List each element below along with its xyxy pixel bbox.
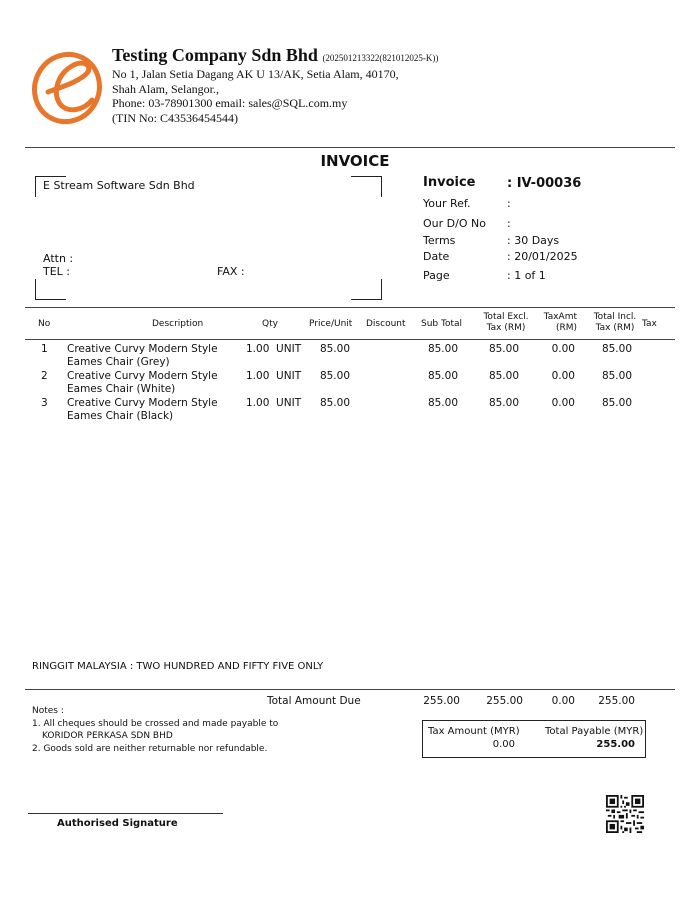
row-taxamt: 0.00 <box>551 397 575 409</box>
company-address-1: No 1, Jalan Setia Dagang AK U 13/AK, Setia Alam, 40170, <box>112 67 399 81</box>
table-header-bottom-rule <box>25 339 675 340</box>
col-price: Price/Unit <box>309 319 353 329</box>
tax-amount-value: 0.00 <box>492 739 515 750</box>
row-total-excl: 85.00 <box>488 343 519 355</box>
your-ref-value: : <box>507 197 511 210</box>
total-amount-due-label: Total Amount Due <box>267 695 361 707</box>
terms-label: Terms <box>423 234 456 247</box>
authorised-signature-label: Authorised Signature <box>57 818 178 829</box>
row-subtotal: 85.00 <box>427 397 458 409</box>
col-description: Description <box>152 319 204 329</box>
do-no-value: : <box>507 217 511 230</box>
page-label: Page <box>423 269 450 282</box>
col-total-excl-line1: Total Excl. <box>483 312 529 322</box>
address-box-corner-bl <box>35 279 66 300</box>
row-description-line1: Creative Curvy Modern Style <box>67 343 218 355</box>
header-divider <box>25 147 675 148</box>
row-description-line2: Eames Chair (Grey) <box>67 356 170 368</box>
invoice-label: Invoice <box>423 175 476 190</box>
col-total-incl-line1: Total Incl. <box>593 312 637 322</box>
row-no: 1 <box>41 343 48 355</box>
summary-box <box>422 720 646 758</box>
row-subtotal: 85.00 <box>427 343 458 355</box>
row-taxamt: 0.00 <box>551 370 575 382</box>
row-total-incl: 85.00 <box>601 370 632 382</box>
notes-line-1: 1. All cheques should be crossed and made payable to <box>32 718 279 729</box>
row-no: 2 <box>41 370 48 382</box>
fax-label: FAX : <box>217 265 245 278</box>
company-logo-icon <box>28 48 106 126</box>
page-value: : 1 of 1 <box>507 269 546 282</box>
row-description-line2: Eames Chair (White) <box>67 383 176 395</box>
col-qty: Qty <box>262 319 278 329</box>
total-payable-label: Total Payable (MYR) <box>545 726 644 737</box>
qr-code-icon <box>606 795 644 833</box>
row-description <box>67 370 218 396</box>
col-no: No <box>38 319 51 329</box>
tel-label: TEL : <box>43 265 71 278</box>
row-total-incl: 85.00 <box>601 397 632 409</box>
company-tin: (TIN No: C43536454544) <box>112 110 238 125</box>
row-description-line1: Creative Curvy Modern Style <box>67 397 218 409</box>
amount-in-words: RINGGIT MALAYSIA : TWO HUNDRED AND FIFTY FIVE ONLY <box>32 661 324 672</box>
document-title: INVOICE <box>320 152 390 170</box>
col-total-excl <box>478 312 534 334</box>
total-taxamt: 0.00 <box>551 695 575 707</box>
terms-value: : 30 Days <box>507 234 560 247</box>
company-name-text: Testing Company Sdn Bhd <box>112 45 318 65</box>
date-value: : 20/01/2025 <box>507 250 578 263</box>
row-taxamt: 0.00 <box>551 343 575 355</box>
col-total-incl <box>590 312 640 334</box>
row-total-excl: 85.00 <box>488 370 519 382</box>
signature-line <box>28 813 223 814</box>
row-description <box>67 343 218 369</box>
company-contact: Phone: 03-78901300 email: sales@SQL.com.my <box>112 96 348 111</box>
row-subtotal: 85.00 <box>427 370 458 382</box>
total-incl: 255.00 <box>598 695 635 707</box>
col-subtotal: Sub Total <box>421 319 463 329</box>
row-total-excl: 85.00 <box>488 397 519 409</box>
notes-title: Notes : <box>32 706 64 716</box>
row-total-incl: 85.00 <box>601 343 632 355</box>
notes <box>32 705 278 755</box>
your-ref-label: Your Ref. <box>423 197 471 210</box>
address-box-corner-tr <box>351 176 382 197</box>
totals-rule <box>25 689 675 690</box>
do-no-label: Our D/O No <box>423 217 486 230</box>
col-taxamt-line1: TaxAmt <box>543 312 577 322</box>
notes-line-3: 2. Goods sold are neither returnable nor refundable. <box>32 743 268 754</box>
row-qty: 1.00 UNIT <box>246 397 302 409</box>
customer-name: E Stream Software Sdn Bhd <box>43 179 195 192</box>
col-total-incl-line2: Tax (RM) <box>595 323 635 333</box>
row-description-line2: Eames Chair (Black) <box>67 410 174 422</box>
company-name <box>112 45 672 66</box>
row-description <box>67 397 218 423</box>
col-tax: Tax <box>642 319 657 329</box>
date-label: Date <box>423 250 450 263</box>
company-reg-no: (202501213322(821012025-K)) <box>322 53 439 63</box>
row-description-line1: Creative Curvy Modern Style <box>67 370 218 382</box>
address-box-corner-br <box>351 279 382 300</box>
total-excl: 255.00 <box>486 695 523 707</box>
total-subtotal: 255.00 <box>423 695 460 707</box>
row-qty: 1.00 UNIT <box>246 370 302 382</box>
row-price: 85.00 <box>319 370 350 382</box>
attn-label: Attn : <box>43 252 74 265</box>
row-price: 85.00 <box>319 343 350 355</box>
tax-amount-label: Tax Amount (MYR) <box>428 726 520 737</box>
company-header <box>112 45 672 125</box>
company-address-2: Shah Alam, Selangor., <box>112 81 219 96</box>
total-payable-value: 255.00 <box>596 739 635 750</box>
col-total-excl-line2: Tax (RM) <box>486 323 526 333</box>
col-taxamt <box>535 312 577 334</box>
row-qty: 1.00 UNIT <box>246 343 302 355</box>
invoice-number: : IV-00036 <box>507 176 582 191</box>
table-header-top-rule <box>25 307 675 308</box>
col-taxamt-line2: (RM) <box>555 323 577 333</box>
row-no: 3 <box>41 397 48 409</box>
col-discount: Discount <box>366 319 406 329</box>
notes-line-2: KORIDOR PERKASA SDN BHD <box>42 731 173 741</box>
row-price: 85.00 <box>319 397 350 409</box>
